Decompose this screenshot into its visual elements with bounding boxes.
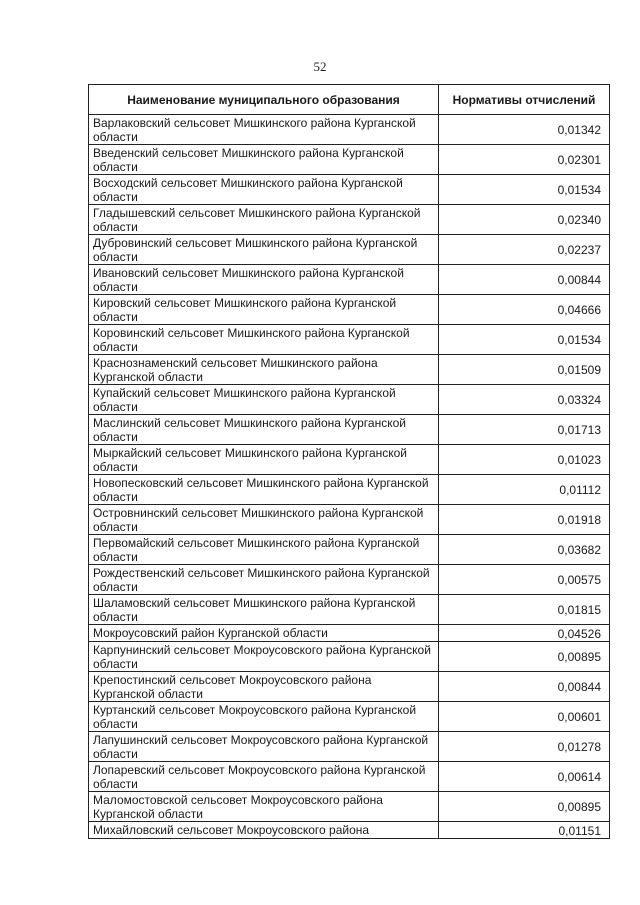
table-row bbox=[89, 355, 610, 385]
municipality-name-cell: Коровинский сельсовет Мишкинского района Курганской области bbox=[89, 325, 439, 355]
municipality-name-cell: Карпунинский сельсовет Мокроусовского района Курганской области bbox=[89, 642, 439, 672]
table-body bbox=[89, 115, 610, 839]
table-row bbox=[89, 672, 610, 702]
municipality-name-cell: Шаламовский сельсовет Мишкинского района Курганской области bbox=[89, 595, 439, 625]
municipality-name-cell: Дубровинский сельсовет Мишкинского района Курганской области bbox=[89, 235, 439, 265]
norm-value-cell: 0,01112 bbox=[439, 475, 610, 505]
norm-value-cell: 0,01151 bbox=[439, 822, 610, 839]
table-row bbox=[89, 792, 610, 822]
municipality-name-cell: Мокроусовский район Курганской области bbox=[89, 625, 439, 642]
norm-value-cell: 0,03324 bbox=[439, 385, 610, 415]
page-number: 52 bbox=[313, 59, 327, 74]
norm-value-cell: 0,00614 bbox=[439, 762, 610, 792]
municipality-name-cell: Лопаревский сельсовет Мокроусовского района Курганской области bbox=[89, 762, 439, 792]
norm-value-cell: 0,04526 bbox=[439, 625, 610, 642]
table-row bbox=[89, 642, 610, 672]
table-row bbox=[89, 115, 610, 145]
norm-value-cell: 0,00844 bbox=[439, 265, 610, 295]
header-norms: Нормативы отчислений bbox=[439, 85, 610, 115]
norm-value-cell: 0,02237 bbox=[439, 235, 610, 265]
municipality-name-cell: Купайский сельсовет Мишкинского района Курганской области bbox=[89, 385, 439, 415]
municipality-name-cell: Маслинский сельсовет Мишкинского района Курганской области bbox=[89, 415, 439, 445]
norm-value-cell: 0,01534 bbox=[439, 175, 610, 205]
norm-value-cell: 0,01918 bbox=[439, 505, 610, 535]
municipality-name-cell: Варлаковский сельсовет Мишкинского района Курганской области bbox=[89, 115, 439, 145]
municipality-name-cell: Лапушинский сельсовет Мокроусовского района Курганской области bbox=[89, 732, 439, 762]
table-row bbox=[89, 295, 610, 325]
norm-value-cell: 0,00844 bbox=[439, 672, 610, 702]
municipality-name-cell: Островнинский сельсовет Мишкинского района Курганской области bbox=[89, 505, 439, 535]
table-row bbox=[89, 505, 610, 535]
table-row bbox=[89, 625, 610, 642]
municipality-name-cell: Первомайский сельсовет Мишкинского района Курганской области bbox=[89, 535, 439, 565]
table-row bbox=[89, 205, 610, 235]
norm-value-cell: 0,01278 bbox=[439, 732, 610, 762]
norm-value-cell: 0,00601 bbox=[439, 702, 610, 732]
municipality-name-cell: Михайловский сельсовет Мокроусовского района bbox=[89, 822, 439, 839]
municipality-name-cell: Краснознаменский сельсовет Мишкинского района Курганской области bbox=[89, 355, 439, 385]
norm-value-cell: 0,01023 bbox=[439, 445, 610, 475]
norm-value-cell: 0,00895 bbox=[439, 792, 610, 822]
table-row bbox=[89, 595, 610, 625]
norm-value-cell: 0,01342 bbox=[439, 115, 610, 145]
municipality-name-cell: Введенский сельсовет Мишкинского района Курганской области bbox=[89, 145, 439, 175]
table-row bbox=[89, 175, 610, 205]
norm-value-cell: 0,02301 bbox=[439, 145, 610, 175]
municipality-name-cell: Новопесковский сельсовет Мишкинского района Курганской области bbox=[89, 475, 439, 505]
table-header-row bbox=[89, 85, 610, 115]
table-row bbox=[89, 535, 610, 565]
municipality-name-cell: Крепостинский сельсовет Мокроусовского района Курганской области bbox=[89, 672, 439, 702]
table-row bbox=[89, 475, 610, 505]
municipality-name-cell: Куртанский сельсовет Мокроусовского района Курганской области bbox=[89, 702, 439, 732]
municipality-name-cell: Ивановский сельсовет Мишкинского района Курганской области bbox=[89, 265, 439, 295]
norm-value-cell: 0,00895 bbox=[439, 642, 610, 672]
norm-value-cell: 0,01509 bbox=[439, 355, 610, 385]
table-row bbox=[89, 822, 610, 839]
table-row bbox=[89, 265, 610, 295]
table-row bbox=[89, 235, 610, 265]
municipality-name-cell: Мыркайский сельсовет Мишкинского района Курганской области bbox=[89, 445, 439, 475]
municipality-name-cell: Восходский сельсовет Мишкинского района Курганской области bbox=[89, 175, 439, 205]
norms-table bbox=[88, 84, 610, 839]
table-row bbox=[89, 732, 610, 762]
table-row bbox=[89, 445, 610, 475]
table-row bbox=[89, 415, 610, 445]
norm-value-cell: 0,01713 bbox=[439, 415, 610, 445]
table-row bbox=[89, 565, 610, 595]
municipality-name-cell: Кировский сельсовет Мишкинского района Курганской области bbox=[89, 295, 439, 325]
table-row bbox=[89, 762, 610, 792]
table-row bbox=[89, 145, 610, 175]
table-row bbox=[89, 702, 610, 732]
norm-value-cell: 0,03682 bbox=[439, 535, 610, 565]
municipality-name-cell: Маломостовской сельсовет Мокроусовского района Курганской области bbox=[89, 792, 439, 822]
table-row bbox=[89, 385, 610, 415]
norm-value-cell: 0,01815 bbox=[439, 595, 610, 625]
norm-value-cell: 0,00575 bbox=[439, 565, 610, 595]
header-municipality-name: Наименование муниципального образования bbox=[89, 85, 439, 115]
municipality-name-cell: Гладышевский сельсовет Мишкинского района Курганской области bbox=[89, 205, 439, 235]
norm-value-cell: 0,02340 bbox=[439, 205, 610, 235]
norm-value-cell: 0,04666 bbox=[439, 295, 610, 325]
norm-value-cell: 0,01534 bbox=[439, 325, 610, 355]
municipality-name-cell: Рождественский сельсовет Мишкинского района Курганской области bbox=[89, 565, 439, 595]
table-row bbox=[89, 325, 610, 355]
